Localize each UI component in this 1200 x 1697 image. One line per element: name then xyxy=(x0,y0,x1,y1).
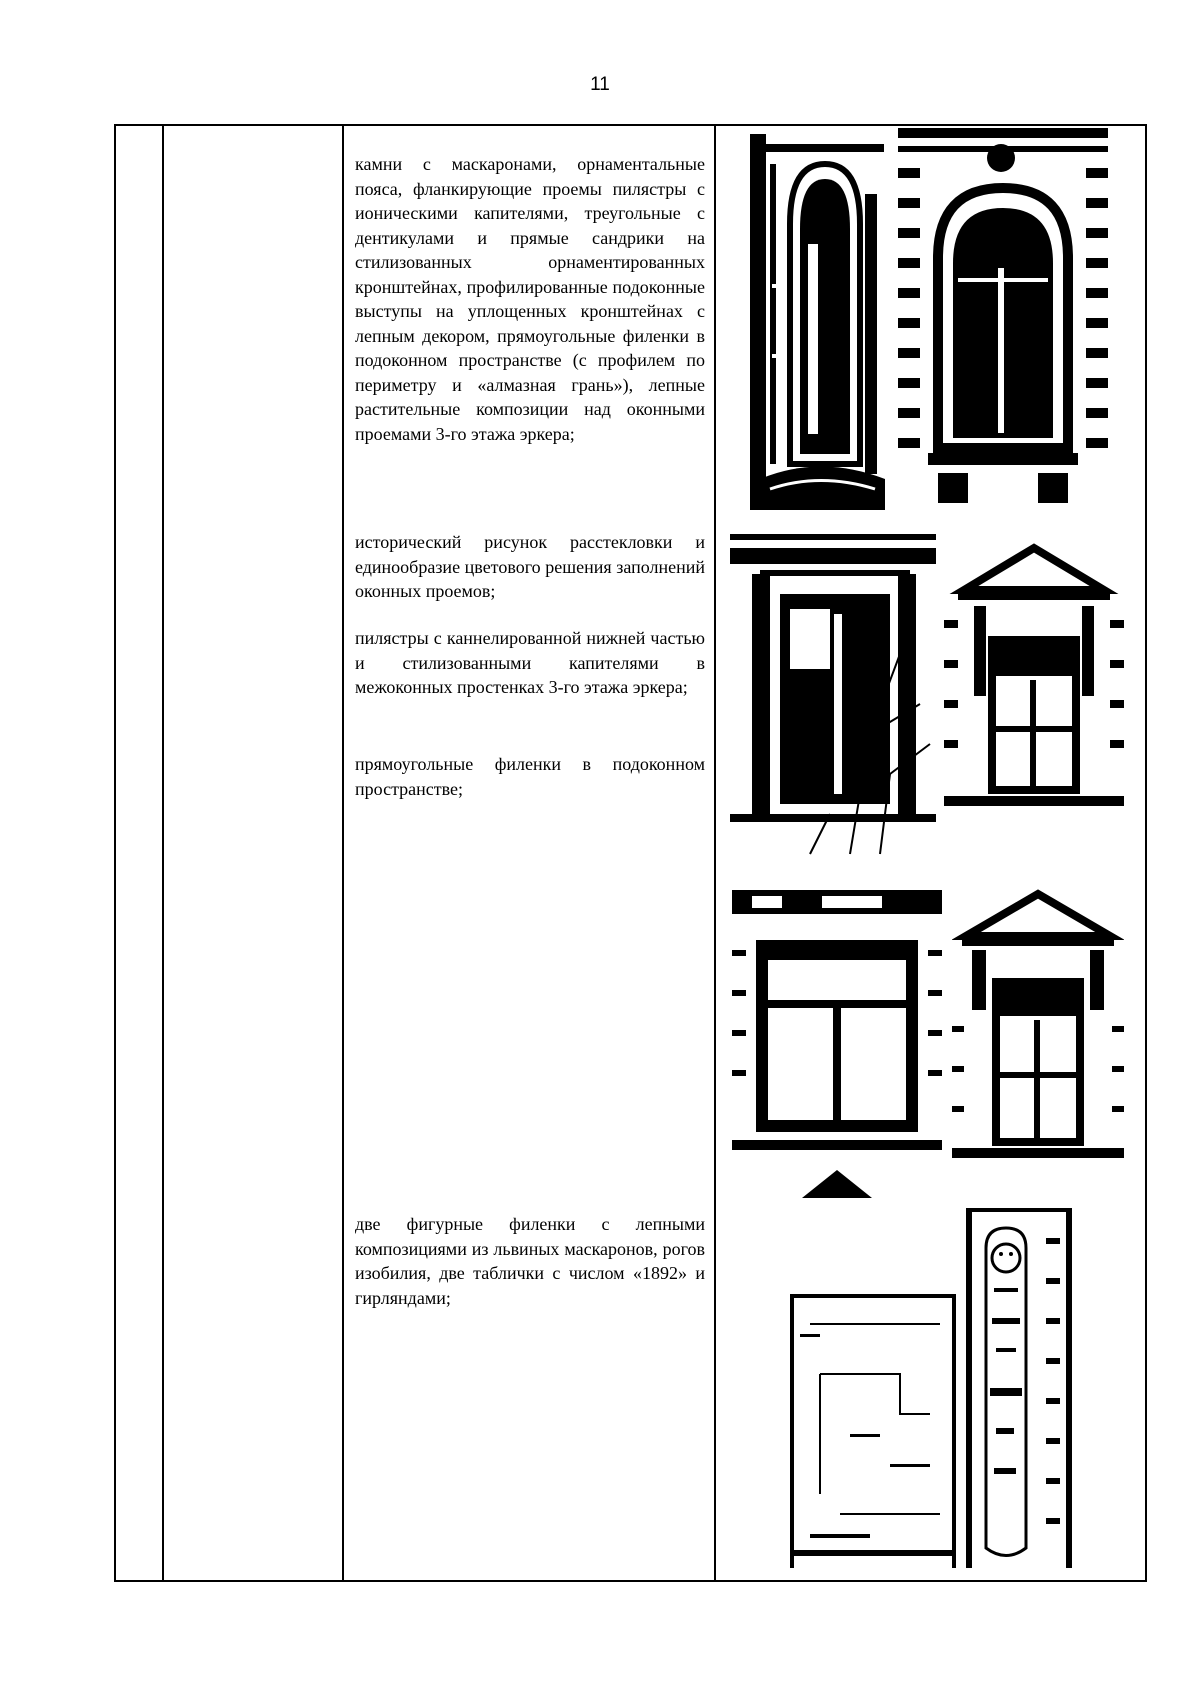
text-block-facade-decor xyxy=(355,152,705,446)
paragraph-pilasters: пилястры с каннелированной нижней частью и стилизованными капителями в межоконных простенках 3-го этажа эркера; xyxy=(355,628,705,697)
photo-arched-window-mascaron xyxy=(898,128,1108,510)
photo-window-triangular-pediment xyxy=(944,530,1124,858)
photo-facade-wall-panel xyxy=(790,1294,956,1568)
text-block-pilasters xyxy=(355,626,705,700)
text-block-glazing xyxy=(355,530,705,604)
column-divider-2 xyxy=(342,124,344,1582)
photo-mascaron-panel xyxy=(966,1208,1072,1568)
paragraph-glazing: исторический рисунок расстекловки и единообразие цветового решения заполнений оконных проемов; xyxy=(355,532,705,601)
paragraph-panels: прямоугольные филенки в подоконном пространстве; xyxy=(355,754,705,799)
photo-bay-window-arched xyxy=(750,134,890,510)
photo-window-straight-sandrik xyxy=(732,890,942,1198)
photo-window-pediment-second xyxy=(952,876,1124,1198)
page-number: 11 xyxy=(590,74,610,95)
column-divider-1 xyxy=(162,124,164,1582)
paragraph-facade-decor: камни с маскаронами, орнаментальные пояса, фланкирующие проемы пилястры с ионическими капителями, треугольные с дентикулами и прямые сандрики на стилизованных орнаментированных кронштейнах, профилированные подоконные выступы на уплощенных кронштейнах с лепным декором, прямоугольные филенки в подоконном пространстве (с профилем по периметру и «алмазная грань»), лепные растительные композиции над оконными проемами 3-го этажа эркера; xyxy=(355,154,705,444)
column-divider-3 xyxy=(714,124,716,1582)
text-block-figured-panels xyxy=(355,1212,705,1310)
photo-window-with-tree xyxy=(730,534,936,858)
text-block-panels xyxy=(355,752,705,801)
paragraph-figured-panels: две фигурные филенки с лепными композициями из львиных маскаронов, рогов изобилия, две таблички с числом «1892» и гирляндами; xyxy=(355,1214,705,1308)
